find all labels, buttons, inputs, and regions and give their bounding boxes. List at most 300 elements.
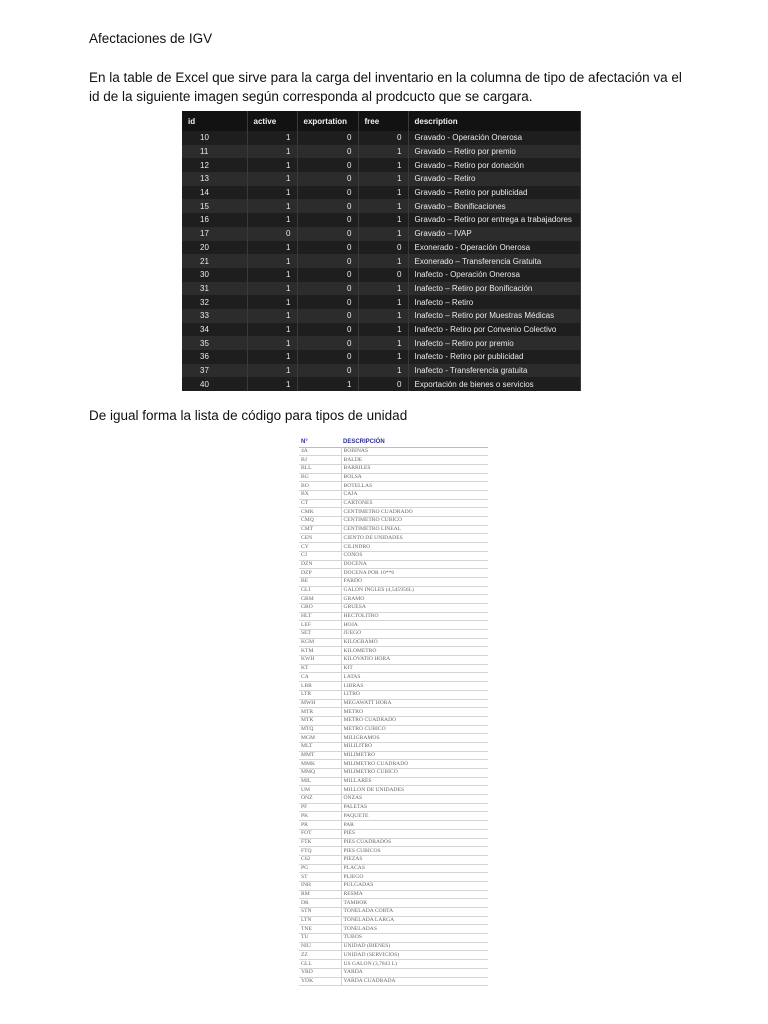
unit-code-cell: MTK xyxy=(299,716,341,725)
table-row xyxy=(299,534,488,543)
igv-cell-exportation: 0 xyxy=(297,158,358,172)
unit-code-cell: GRM xyxy=(299,595,341,604)
igv-cell-description: Inafecto – Retiro por Muestras Médicas xyxy=(408,309,580,323)
unit-code-cell: YRD xyxy=(299,968,341,977)
igv-cell-free: 1 xyxy=(358,186,408,200)
igv-cell-description: Inafecto – Retiro xyxy=(408,295,580,309)
table-row xyxy=(299,673,488,682)
table-row xyxy=(299,812,488,821)
table-row xyxy=(299,838,488,847)
unit-description-cell: PALETAS xyxy=(341,803,488,812)
unit-code-cell: LTR xyxy=(299,690,341,699)
unit-code-cell: FOT xyxy=(299,829,341,838)
igv-cell-free: 1 xyxy=(358,254,408,268)
table-row xyxy=(182,364,580,378)
unit-description-cell: MILIGRAMOS xyxy=(341,734,488,743)
igv-cell-description: Gravado – Retiro xyxy=(408,172,580,186)
igv-cell-description: Inafecto - Retiro por Convenio Colectivo xyxy=(408,323,580,337)
unit-code-cell: CEN xyxy=(299,534,341,543)
unit-code-cell: TNE xyxy=(299,925,341,934)
igv-cell-id: 37 xyxy=(182,364,247,378)
unit-description-cell: CENTIMETRO LINEAL xyxy=(341,525,488,534)
unit-description-cell: BOLSA xyxy=(341,473,488,482)
igv-cell-id: 36 xyxy=(182,350,247,364)
table-row xyxy=(299,881,488,890)
table-row xyxy=(299,621,488,630)
unit-description-cell: KIT xyxy=(341,664,488,673)
igv-cell-exportation: 0 xyxy=(297,336,358,350)
table-row xyxy=(182,377,580,391)
igv-cell-active: 1 xyxy=(247,172,297,186)
igv-cell-description: Gravado – Retiro por entrega a trabajadores xyxy=(408,213,580,227)
unit-description-cell: LITRO xyxy=(341,690,488,699)
table-row xyxy=(182,295,580,309)
unit-code-cell: KWH xyxy=(299,656,341,665)
igv-cell-active: 1 xyxy=(247,213,297,227)
unit-description-cell: TONELADA LARGA xyxy=(341,916,488,925)
unit-description-cell: TAMBOR xyxy=(341,899,488,908)
igv-cell-description: Exonerado – Transferencia Gratuita xyxy=(408,254,580,268)
unit-description-cell: BOTELLAS xyxy=(341,482,488,491)
igv-cell-id: 15 xyxy=(182,199,247,213)
unit-code-cell: DR xyxy=(299,899,341,908)
igv-cell-free: 1 xyxy=(358,158,408,172)
unit-description-cell: CONOS xyxy=(341,551,488,560)
intro-paragraph: En la table de Excel que sirve para la carga del inventario en la columna de tipo de afectación va el id de la siguiente imagen según corresponda al prodcucto que se cargara. xyxy=(89,70,682,104)
igv-cell-free: 1 xyxy=(358,309,408,323)
igv-cell-exportation: 0 xyxy=(297,131,358,145)
unit-code-cell: NIU xyxy=(299,942,341,951)
unit-code-cell: PF xyxy=(299,803,341,812)
igv-cell-id: 31 xyxy=(182,282,247,296)
table-row xyxy=(182,213,580,227)
igv-cell-free: 1 xyxy=(358,364,408,378)
table-row xyxy=(299,447,488,456)
table-row xyxy=(299,508,488,517)
igv-cell-free: 1 xyxy=(358,213,408,227)
unit-description-cell: CENTIMETRO CUBICO xyxy=(341,517,488,526)
table-row xyxy=(182,309,580,323)
igv-cell-description: Gravado – IVAP xyxy=(408,227,580,241)
table-row xyxy=(299,560,488,569)
igv-cell-id: 30 xyxy=(182,268,247,282)
igv-cell-exportation: 0 xyxy=(297,309,358,323)
igv-cell-description: Inafecto - Retiro por publicidad xyxy=(408,350,580,364)
table-row xyxy=(299,647,488,656)
igv-cell-active: 1 xyxy=(247,336,297,350)
igv-cell-description: Inafecto - Transferencia gratuita xyxy=(408,364,580,378)
unit-code-cell: CMQ xyxy=(299,517,341,526)
igv-cell-exportation: 0 xyxy=(297,199,358,213)
table-row xyxy=(299,473,488,482)
table-row xyxy=(299,664,488,673)
igv-cell-active: 1 xyxy=(247,282,297,296)
unit-code-cell: CY xyxy=(299,543,341,552)
unit-code-cell: KTM xyxy=(299,647,341,656)
unit-description-cell: METRO xyxy=(341,708,488,717)
unit-description-cell: UNIDAD (SERVICIOS) xyxy=(341,951,488,960)
table-row xyxy=(299,908,488,917)
unit-description-cell: CARTONES xyxy=(341,499,488,508)
table-row xyxy=(299,821,488,830)
unit-description-cell: KILOVATIO HORA xyxy=(341,656,488,665)
table-row xyxy=(299,699,488,708)
igv-cell-description: Exonerado - Operación Onerosa xyxy=(408,241,580,255)
unit-code-cell: TU xyxy=(299,934,341,943)
unit-description-cell: PIES CUBICOS xyxy=(341,847,488,856)
table-row xyxy=(299,829,488,838)
table-row xyxy=(299,612,488,621)
table-row xyxy=(299,751,488,760)
igv-cell-exportation: 0 xyxy=(297,282,358,296)
table-row xyxy=(299,847,488,856)
unit-description-cell: METRO CUADRADO xyxy=(341,716,488,725)
unit-description-cell: LIBRAS xyxy=(341,682,488,691)
table-row xyxy=(299,742,488,751)
table-row xyxy=(299,899,488,908)
table-row xyxy=(299,708,488,717)
unit-description-cell: CAJA xyxy=(341,491,488,500)
igv-cell-id: 13 xyxy=(182,172,247,186)
table-row xyxy=(299,586,488,595)
unit-code-cell: PR xyxy=(299,821,341,830)
unit-description-cell: GRAMO xyxy=(341,595,488,604)
unit-description-cell: MILLON DE UNIDADES xyxy=(341,786,488,795)
table-row xyxy=(299,934,488,943)
unit-code-cell: MTQ xyxy=(299,725,341,734)
unit-description-cell: HECTOLITRO xyxy=(341,612,488,621)
igv-cell-id: 21 xyxy=(182,254,247,268)
units-header-description: DESCRIPCIÓN xyxy=(341,438,488,447)
table-row xyxy=(182,282,580,296)
table-row xyxy=(299,569,488,578)
table-row xyxy=(299,517,488,526)
table-row xyxy=(182,323,580,337)
unit-code-cell: MLT xyxy=(299,742,341,751)
igv-cell-active: 0 xyxy=(247,227,297,241)
unit-description-cell: CENTIMETRO CUADRADO xyxy=(341,508,488,517)
unit-code-cell: FTQ xyxy=(299,847,341,856)
unit-description-cell: PIES CUADRADOS xyxy=(341,838,488,847)
igv-affectation-table xyxy=(182,111,581,391)
igv-cell-exportation: 0 xyxy=(297,268,358,282)
igv-cell-exportation: 0 xyxy=(297,295,358,309)
table-row xyxy=(182,131,580,145)
igv-cell-id: 20 xyxy=(182,241,247,255)
unit-code-cell: CMT xyxy=(299,525,341,534)
unit-code-cell: GLI xyxy=(299,586,341,595)
table-row xyxy=(299,916,488,925)
unit-description-cell: TONELADAS xyxy=(341,925,488,934)
unit-code-cell: YDK xyxy=(299,977,341,986)
unit-code-cell: LTN xyxy=(299,916,341,925)
unit-code-cell: INH xyxy=(299,881,341,890)
igv-cell-free: 0 xyxy=(358,377,408,391)
igv-cell-id: 10 xyxy=(182,131,247,145)
igv-table-header-row xyxy=(182,111,580,131)
table-row xyxy=(299,803,488,812)
unit-description-cell: KILOGRAMO xyxy=(341,638,488,647)
table-row xyxy=(299,690,488,699)
igv-cell-free: 1 xyxy=(358,282,408,296)
unit-description-cell: BALDE xyxy=(341,456,488,465)
unit-code-cell: LEF xyxy=(299,621,341,630)
igv-cell-free: 0 xyxy=(358,131,408,145)
table-row xyxy=(182,145,580,159)
igv-header-free: free xyxy=(358,111,408,131)
unit-description-cell: YARDA xyxy=(341,968,488,977)
table-row xyxy=(299,525,488,534)
unit-code-cell: ZZ xyxy=(299,951,341,960)
igv-cell-active: 1 xyxy=(247,145,297,159)
igv-cell-description: Inafecto – Retiro por premio xyxy=(408,336,580,350)
unit-code-cell: MTR xyxy=(299,708,341,717)
igv-cell-description: Gravado – Retiro por donación xyxy=(408,158,580,172)
unit-code-cell: BX xyxy=(299,491,341,500)
igv-cell-exportation: 0 xyxy=(297,254,358,268)
unit-description-cell: TUBOS xyxy=(341,934,488,943)
igv-cell-free: 1 xyxy=(358,336,408,350)
igv-cell-exportation: 0 xyxy=(297,323,358,337)
unit-code-cell: GLL xyxy=(299,960,341,969)
igv-cell-active: 1 xyxy=(247,323,297,337)
table-row xyxy=(182,350,580,364)
igv-cell-free: 1 xyxy=(358,295,408,309)
unit-code-cell: BE xyxy=(299,577,341,586)
igv-cell-description: Exportación de bienes o servicios xyxy=(408,377,580,391)
unit-description-cell: MILIMETRO CUBICO xyxy=(341,769,488,778)
unit-description-cell: PAQUETE xyxy=(341,812,488,821)
unit-code-cell: MGM xyxy=(299,734,341,743)
table-row xyxy=(299,890,488,899)
igv-cell-free: 1 xyxy=(358,323,408,337)
table-row xyxy=(299,456,488,465)
unit-description-cell: KILOMETRO xyxy=(341,647,488,656)
unit-description-cell: HOJA xyxy=(341,621,488,630)
igv-cell-free: 1 xyxy=(358,199,408,213)
table-row xyxy=(299,595,488,604)
unit-code-cell: PK xyxy=(299,812,341,821)
igv-cell-active: 1 xyxy=(247,254,297,268)
unit-code-cell: ST xyxy=(299,873,341,882)
unit-code-cell: CJ xyxy=(299,551,341,560)
igv-cell-exportation: 0 xyxy=(297,172,358,186)
unit-description-cell: MEGAWATT HORA xyxy=(341,699,488,708)
table-row xyxy=(299,873,488,882)
units-subheading: De igual forma la lista de código para tipos de unidad xyxy=(89,408,408,423)
igv-cell-active: 1 xyxy=(247,309,297,323)
unit-description-cell: ONZAS xyxy=(341,795,488,804)
igv-cell-id: 33 xyxy=(182,309,247,323)
igv-cell-id: 17 xyxy=(182,227,247,241)
igv-cell-exportation: 0 xyxy=(297,186,358,200)
unit-description-cell: BARRILES xyxy=(341,464,488,473)
table-row xyxy=(299,656,488,665)
table-row xyxy=(299,491,488,500)
table-row xyxy=(299,638,488,647)
unit-code-cell: ONZ xyxy=(299,795,341,804)
table-row xyxy=(299,716,488,725)
unit-description-cell: MILIMETRO xyxy=(341,751,488,760)
unit-code-cell: 4A xyxy=(299,447,341,456)
igv-cell-free: 0 xyxy=(358,268,408,282)
unit-description-cell: PLACAS xyxy=(341,864,488,873)
unit-code-cell: MMK xyxy=(299,760,341,769)
table-row xyxy=(299,777,488,786)
unit-description-cell: UNIDAD (BIENES) xyxy=(341,942,488,951)
table-row xyxy=(299,864,488,873)
unit-description-cell: CILINDRO xyxy=(341,543,488,552)
unit-code-cell: MMT xyxy=(299,751,341,760)
unit-code-cell: LBR xyxy=(299,682,341,691)
unit-description-cell: PIES xyxy=(341,829,488,838)
unit-codes-table xyxy=(299,438,488,986)
unit-code-cell: DZN xyxy=(299,560,341,569)
table-row xyxy=(299,769,488,778)
unit-description-cell: METRO CUBICO xyxy=(341,725,488,734)
igv-cell-active: 1 xyxy=(247,131,297,145)
table-row xyxy=(299,603,488,612)
units-table-header-row xyxy=(299,438,488,447)
igv-cell-active: 1 xyxy=(247,199,297,213)
igv-cell-exportation: 0 xyxy=(297,241,358,255)
igv-cell-exportation: 0 xyxy=(297,213,358,227)
table-row xyxy=(182,227,580,241)
table-row xyxy=(182,268,580,282)
igv-cell-description: Inafecto – Retiro por Bonificación xyxy=(408,282,580,296)
table-row xyxy=(182,158,580,172)
unit-description-cell: JUEGO xyxy=(341,630,488,639)
igv-cell-free: 1 xyxy=(358,227,408,241)
table-row xyxy=(299,942,488,951)
unit-code-cell: MMQ xyxy=(299,769,341,778)
unit-description-cell: GALON INGLES (4,545956L) xyxy=(341,586,488,595)
unit-code-cell: RM xyxy=(299,890,341,899)
table-row xyxy=(299,543,488,552)
unit-code-cell: BLL xyxy=(299,464,341,473)
table-row xyxy=(299,960,488,969)
unit-code-cell: STN xyxy=(299,908,341,917)
igv-cell-active: 1 xyxy=(247,268,297,282)
igv-header-id: id xyxy=(182,111,247,131)
unit-description-cell: LATAS xyxy=(341,673,488,682)
unit-description-cell: YARDA CUADRADA xyxy=(341,977,488,986)
table-row xyxy=(299,760,488,769)
igv-cell-active: 1 xyxy=(247,186,297,200)
igv-cell-description: Gravado – Retiro por premio xyxy=(408,145,580,159)
igv-cell-id: 11 xyxy=(182,145,247,159)
igv-cell-free: 1 xyxy=(358,350,408,364)
table-row xyxy=(182,199,580,213)
table-row xyxy=(299,925,488,934)
igv-cell-description: Inafecto - Operación Onerosa xyxy=(408,268,580,282)
igv-cell-id: 12 xyxy=(182,158,247,172)
igv-cell-description: Gravado - Operación Onerosa xyxy=(408,131,580,145)
unit-description-cell: PULGADAS xyxy=(341,881,488,890)
igv-cell-active: 1 xyxy=(247,364,297,378)
igv-cell-exportation: 0 xyxy=(297,145,358,159)
table-row xyxy=(182,241,580,255)
table-row xyxy=(299,464,488,473)
unit-code-cell: KGM xyxy=(299,638,341,647)
table-row xyxy=(299,951,488,960)
unit-code-cell: SET xyxy=(299,630,341,639)
igv-cell-id: 32 xyxy=(182,295,247,309)
unit-description-cell: US GALON (3,7843 L) xyxy=(341,960,488,969)
table-row xyxy=(299,682,488,691)
unit-description-cell: MILLARES xyxy=(341,777,488,786)
igv-cell-free: 1 xyxy=(358,145,408,159)
table-row xyxy=(182,336,580,350)
unit-description-cell: CIENTO DE UNIDADES xyxy=(341,534,488,543)
igv-cell-active: 1 xyxy=(247,377,297,391)
igv-cell-id: 35 xyxy=(182,336,247,350)
igv-header-active: active xyxy=(247,111,297,131)
unit-description-cell: GRUESA xyxy=(341,603,488,612)
unit-code-cell: CA xyxy=(299,673,341,682)
igv-cell-active: 1 xyxy=(247,241,297,255)
igv-cell-free: 1 xyxy=(358,172,408,186)
table-row xyxy=(299,499,488,508)
table-row xyxy=(299,577,488,586)
table-row xyxy=(299,482,488,491)
table-row xyxy=(299,551,488,560)
unit-description-cell: PAR xyxy=(341,821,488,830)
unit-code-cell: CMK xyxy=(299,508,341,517)
unit-code-cell: BO xyxy=(299,482,341,491)
table-row xyxy=(299,795,488,804)
table-row xyxy=(299,977,488,986)
unit-description-cell: PIEZAS xyxy=(341,855,488,864)
unit-description-cell: DOCENA xyxy=(341,560,488,569)
unit-code-cell: GRO xyxy=(299,603,341,612)
igv-cell-id: 40 xyxy=(182,377,247,391)
igv-cell-exportation: 0 xyxy=(297,364,358,378)
unit-description-cell: MILILITRO xyxy=(341,742,488,751)
unit-description-cell: TONELADA CORTA xyxy=(341,908,488,917)
table-row xyxy=(182,172,580,186)
igv-cell-exportation: 1 xyxy=(297,377,358,391)
table-row xyxy=(299,855,488,864)
igv-cell-id: 16 xyxy=(182,213,247,227)
document-heading: Afectaciones de IGV xyxy=(89,31,213,46)
igv-header-description: description xyxy=(408,111,580,131)
unit-code-cell: CT xyxy=(299,499,341,508)
unit-code-cell: BJ xyxy=(299,456,341,465)
igv-cell-exportation: 0 xyxy=(297,350,358,364)
table-row xyxy=(299,725,488,734)
table-row xyxy=(182,186,580,200)
unit-code-cell: MWH xyxy=(299,699,341,708)
table-row xyxy=(299,734,488,743)
unit-code-cell: KT xyxy=(299,664,341,673)
unit-code-cell: DZP xyxy=(299,569,341,578)
unit-code-cell: BG xyxy=(299,473,341,482)
igv-cell-description: Gravado – Bonificaciones xyxy=(408,199,580,213)
unit-description-cell: DOCENA POR 10**6 xyxy=(341,569,488,578)
igv-cell-active: 1 xyxy=(247,350,297,364)
unit-description-cell: FARDO xyxy=(341,577,488,586)
unit-description-cell: BOBINAS xyxy=(341,447,488,456)
unit-code-cell: C62 xyxy=(299,855,341,864)
igv-cell-description: Gravado – Retiro por publicidad xyxy=(408,186,580,200)
table-row xyxy=(182,254,580,268)
unit-code-cell: UM xyxy=(299,786,341,795)
igv-cell-active: 1 xyxy=(247,295,297,309)
igv-cell-active: 1 xyxy=(247,158,297,172)
unit-description-cell: MILIMETRO CUADRADO xyxy=(341,760,488,769)
igv-cell-free: 0 xyxy=(358,241,408,255)
